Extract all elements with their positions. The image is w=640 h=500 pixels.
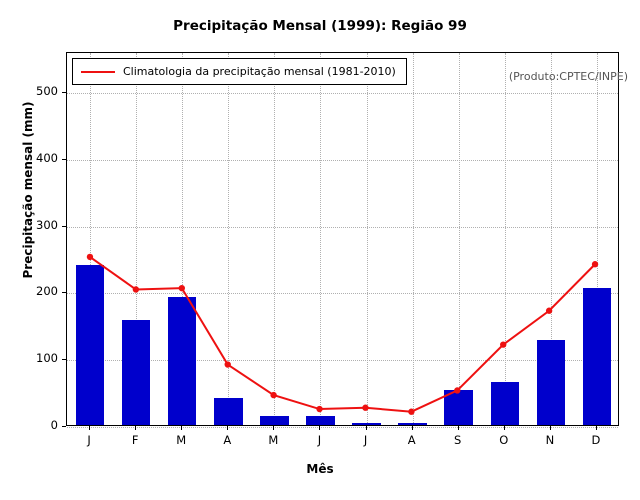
x-axis-tick-label: F bbox=[131, 433, 139, 447]
x-axis-tick-label: J bbox=[87, 433, 91, 447]
chart-title: Precipitação Mensal (1999): Região 99 bbox=[173, 18, 467, 34]
climatology-marker bbox=[592, 261, 598, 267]
climatology-marker bbox=[500, 341, 506, 347]
credit-annotation: (Produto:CPTEC/INPE) bbox=[508, 70, 628, 83]
x-axis-tick-label: M bbox=[176, 433, 187, 447]
climatology-marker bbox=[408, 409, 414, 415]
climatology-marker bbox=[87, 254, 93, 260]
x-axis-label: Mês bbox=[306, 462, 334, 476]
y-axis-tick-label: 200 bbox=[36, 284, 58, 299]
x-axis-tick-mark bbox=[550, 426, 551, 430]
x-axis-tick-label: D bbox=[591, 433, 601, 447]
climatology-marker bbox=[316, 406, 322, 412]
x-axis-tick-label: A bbox=[407, 433, 416, 447]
grid-line-horizontal bbox=[67, 427, 618, 429]
y-axis-tick-mark bbox=[62, 426, 66, 427]
x-axis-tick-mark bbox=[366, 426, 367, 430]
climatology-marker bbox=[225, 361, 231, 367]
plot-area bbox=[66, 52, 619, 426]
x-axis-tick-label: S bbox=[454, 433, 462, 447]
climatology-marker bbox=[270, 392, 276, 398]
y-axis-tick-label: 100 bbox=[36, 351, 58, 366]
x-axis-tick-mark bbox=[458, 426, 459, 430]
y-axis-label: Precipitação mensal (mm) bbox=[21, 101, 35, 279]
line-series-layer bbox=[67, 53, 618, 425]
legend-label: Climatologia da precipitação mensal (1981-2010) bbox=[123, 65, 396, 78]
x-axis-tick-label: M bbox=[268, 433, 279, 447]
y-axis-tick-mark bbox=[62, 226, 66, 227]
x-axis-tick-mark bbox=[412, 426, 413, 430]
x-axis-tick-mark bbox=[135, 426, 136, 430]
x-axis-tick-label: A bbox=[223, 433, 232, 447]
y-axis-tick-label: 300 bbox=[36, 217, 58, 232]
legend-line-swatch bbox=[81, 71, 115, 73]
climatology-line bbox=[90, 257, 595, 412]
climatology-marker bbox=[362, 405, 368, 411]
climatology-marker bbox=[133, 286, 139, 292]
x-axis-tick-mark bbox=[319, 426, 320, 430]
climatology-marker bbox=[546, 308, 552, 314]
x-axis-tick-label: N bbox=[545, 433, 555, 447]
x-axis-tick-mark bbox=[89, 426, 90, 430]
x-axis-tick-mark bbox=[596, 426, 597, 430]
climatology-marker bbox=[179, 285, 185, 291]
y-axis-tick-mark bbox=[62, 92, 66, 93]
x-axis-tick-label: O bbox=[499, 433, 509, 447]
x-axis-tick-label: J bbox=[317, 433, 322, 447]
y-axis-tick-label: 400 bbox=[36, 150, 58, 165]
x-axis-tick-mark bbox=[273, 426, 274, 430]
climatology-marker bbox=[454, 387, 460, 393]
chart-legend bbox=[72, 58, 407, 85]
y-axis-tick-label: 500 bbox=[36, 84, 58, 99]
y-axis-tick-label: 0 bbox=[50, 418, 58, 432]
y-axis-tick-mark bbox=[62, 292, 66, 293]
y-axis-tick-mark bbox=[62, 359, 66, 360]
x-axis-tick-mark bbox=[181, 426, 182, 430]
x-axis-tick-mark bbox=[227, 426, 228, 430]
y-axis-tick-mark bbox=[62, 159, 66, 160]
x-axis-tick-label: J bbox=[363, 433, 368, 447]
x-axis-tick-mark bbox=[504, 426, 505, 430]
